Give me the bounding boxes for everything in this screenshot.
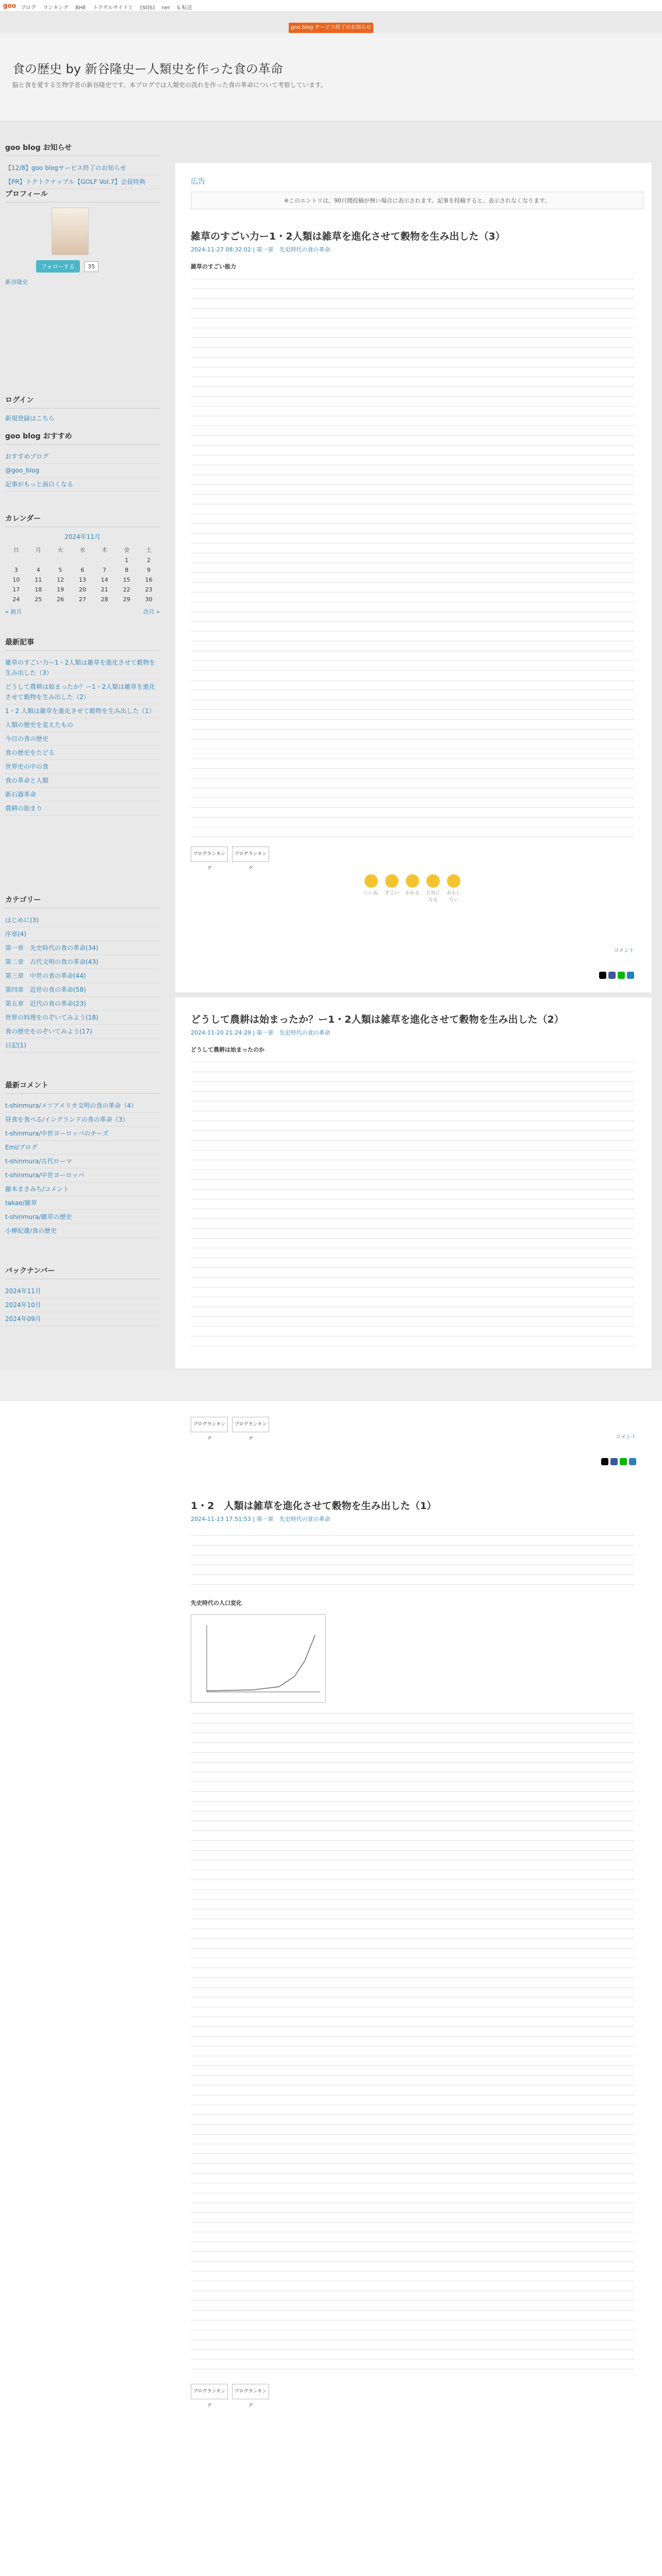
reaction-label: おもしろい (446, 891, 461, 903)
post-text-lines (191, 1709, 634, 2379)
login-section (5, 395, 160, 422)
comment-item[interactable]: 藤本まさみち/コメント (5, 1182, 160, 1196)
profile-name[interactable]: 新谷隆史 (5, 279, 28, 285)
notice-item[interactable]: 【12/8】goo blogサービス終了のお知らせ (5, 161, 160, 175)
post-text-lines (191, 1531, 634, 1593)
recent-item[interactable]: 食の歴史をたどる (5, 746, 160, 760)
top-nav (0, 0, 662, 12)
ranking-badge[interactable]: ブログランキング (191, 2384, 228, 2399)
post (191, 1499, 634, 2409)
notice-title: goo blog お知らせ (5, 142, 160, 156)
figure-graphic (191, 1615, 325, 1702)
service-end-notice-link[interactable]: goo blog サービス終了のお知らせ (289, 23, 373, 33)
reaction-label: わかる (405, 891, 420, 896)
calendar-day: 1 (125, 557, 129, 564)
hatena-share-icon[interactable] (627, 972, 634, 979)
backnumber-item[interactable]: 2024年09月 (5, 1312, 160, 1326)
section-gap (0, 1370, 662, 1401)
calendar-day: 21 (101, 586, 108, 593)
post-title[interactable]: 1・2 人類は雑草を進化させて穀物を生み出した（1） (191, 1500, 437, 1512)
post-body (191, 1045, 634, 1346)
calendar-month: 2024年11月 (64, 533, 101, 540)
blog-title[interactable]: 食の歴史 by 新谷隆史ー人類史を作った食の革命 (12, 62, 283, 76)
service-end-banner (0, 23, 662, 33)
follow-button[interactable]: フォローする (36, 260, 80, 273)
recent-item[interactable]: 1・2 人類は雑草を進化させて穀物を生み出した（1） (5, 704, 160, 718)
post-meta[interactable]: 2024-11-27 08:32:02 | 第一章 先史時代の食の革命 (191, 246, 330, 253)
calendar-head: 日 (13, 547, 19, 553)
reaction-button[interactable] (384, 874, 400, 903)
recommend-item[interactable]: 記事がもっと面白くなる (5, 478, 160, 492)
recommend-item[interactable]: @goo_blog (5, 464, 160, 478)
calendar-day: 28 (101, 596, 108, 603)
ranking-badge[interactable]: ブログランキング (232, 1417, 269, 1432)
post-subheading: どうして農耕は始まったのか (191, 1046, 264, 1053)
recommend-section (5, 431, 160, 492)
calendar-day: 24 (12, 596, 20, 603)
category-item[interactable]: 食の歴史をのぞいてみよう(17) (5, 1025, 160, 1039)
calendar-day: 4 (36, 567, 40, 573)
calendar-title: カレンダー (5, 513, 160, 527)
comment-item[interactable]: 小柳紀雄/食の歴史 (5, 1224, 160, 1238)
post-divider (175, 992, 652, 997)
comment-item[interactable]: takae/雑草 (5, 1196, 160, 1210)
ranking-badges (191, 846, 634, 871)
main-content-continued (0, 1370, 662, 2576)
calendar-day: 15 (123, 577, 130, 583)
blog-subtitle: 脳と食を愛する生物学者の新谷隆史です。本ブログでは人類史の流れを作った食の革命について考察しています。 (12, 81, 327, 89)
nav-link[interactable]: トクサルサイトと (92, 5, 134, 11)
category-title: カテゴリー (5, 894, 160, 908)
post-text-lines (191, 275, 634, 841)
calendar-day: 2 (147, 557, 151, 564)
post (191, 1013, 634, 1346)
recent-item[interactable]: 世界史の中の食 (5, 760, 160, 774)
post-subheading: 雑草のすごい能力 (191, 263, 236, 270)
profile-section (5, 189, 160, 286)
backnumber-item[interactable]: 2024年10月 (5, 1298, 160, 1312)
recent-item[interactable]: 雑草のすごい力ー1・2人類は雑草を進化させて穀物を生み出した（3） (5, 656, 160, 680)
calendar-day (27, 555, 49, 565)
reaction-button[interactable] (363, 874, 379, 903)
ranking-badge[interactable]: ブログランキング (191, 1417, 228, 1432)
backnumber-section (5, 1265, 160, 1326)
comment-item[interactable]: Emi/ブログ (5, 1141, 160, 1155)
category-item[interactable]: 第一章 先史時代の食の革命(34) (5, 941, 160, 955)
ranking-badges (191, 1417, 269, 1442)
line-share-icon[interactable] (618, 972, 625, 979)
comment-link[interactable]: コメント (614, 948, 634, 954)
calendar-day: 13 (78, 577, 86, 583)
reaction-label: すごい (385, 891, 399, 896)
comment-item[interactable]: t-shinmura/メソアメリカ文明の食の革命（4） (5, 1099, 160, 1113)
post (191, 230, 634, 954)
goo-logo[interactable]: goo (3, 2, 16, 9)
calendar-day: 25 (35, 596, 42, 603)
comment-item[interactable]: 昼食を食べる/イングランドの食の革命（3） (5, 1113, 160, 1127)
nav-link[interactable]: S 転送 (177, 5, 192, 11)
nav-link[interactable]: BHE (75, 5, 86, 11)
post-text-lines (191, 1058, 634, 1346)
calendar-day (49, 555, 72, 565)
x-share-icon[interactable] (599, 972, 606, 979)
calendar-prev-link[interactable]: « 前月 (5, 608, 22, 615)
post-title[interactable]: 雑草のすごい力ー1・2人類は雑草を進化させて穀物を生み出した（3） (191, 231, 505, 242)
reaction-button[interactable] (446, 874, 461, 903)
category-item[interactable]: 序章(4) (5, 927, 160, 941)
category-item[interactable]: はじめに(3) (5, 913, 160, 927)
hatena-share-icon[interactable] (629, 1458, 636, 1465)
calendar-day: 19 (57, 586, 64, 593)
reaction-label: いいね (364, 891, 378, 896)
ranking-badge[interactable]: ブログランキング (232, 846, 269, 862)
post-body (191, 1531, 634, 2379)
calendar-day: 22 (123, 586, 130, 593)
calendar-head: 火 (57, 547, 63, 553)
post-title[interactable]: どうして農耕は始まったか？ー1・2人類は雑草を進化させて穀物を生み出した（2） (191, 1014, 564, 1025)
calendar-head: 金 (124, 547, 130, 553)
recent-title: 最新記事 (5, 637, 160, 651)
calendar-day: 11 (35, 577, 42, 583)
category-item[interactable]: 世界の料理をのぞいてみよう(18) (5, 1011, 160, 1025)
recent-item[interactable]: 農耕の始まり (5, 802, 160, 816)
nav-link[interactable]: ブログ (21, 5, 36, 11)
backnumber-title: バックナンバー (5, 1265, 160, 1279)
x-share-icon[interactable] (601, 1458, 608, 1465)
calendar-day: 7 (103, 567, 107, 573)
calendar-day: 20 (78, 586, 86, 593)
blog-header (0, 33, 662, 121)
calendar-day: 30 (145, 596, 153, 603)
category-item[interactable]: 第四章 近世の食の革命(58) (5, 983, 160, 997)
calendar-day: 9 (147, 567, 151, 573)
calendar-day: 29 (123, 596, 130, 603)
reaction-bar (191, 874, 634, 903)
post-subheading: 先史時代の人口変化 (191, 1600, 242, 1606)
comment-item[interactable]: t-shinmura/中世ヨーロッパのチーズ (5, 1127, 160, 1141)
calendar-day: 12 (57, 577, 64, 583)
recent-item[interactable]: 今日の食の歴史 (5, 732, 160, 746)
calendar-day: 3 (14, 567, 18, 573)
facebook-share-icon[interactable] (608, 972, 616, 979)
calendar-next-link[interactable]: 次月 » (143, 608, 160, 615)
notice-item[interactable]: 【PR】トクトクナップル【GOLF Vol.7】会員特典 (5, 175, 160, 189)
comment-title: 最新コメント (5, 1080, 160, 1094)
top-nav-links (21, 3, 197, 11)
backnumber-item[interactable]: 2024年11月 (5, 1284, 160, 1298)
profile-title: プロフィール (5, 189, 160, 202)
smile-icon (365, 874, 378, 888)
recommend-item[interactable]: おすすめブログ (5, 450, 160, 464)
calendar-day (93, 555, 115, 565)
calendar-day: 26 (57, 596, 64, 603)
profile-image[interactable] (52, 208, 89, 255)
calendar-day: 18 (35, 586, 42, 593)
comment-item[interactable]: t-shinmura/雑草の歴史 (5, 1210, 160, 1224)
reaction-button[interactable] (425, 874, 441, 903)
follow-count: 35 (84, 261, 98, 272)
calendar-day (72, 555, 94, 565)
reaction-button[interactable] (405, 874, 420, 903)
main-content (175, 163, 652, 1368)
line-share-icon[interactable] (620, 1458, 627, 1465)
smile-icon (406, 874, 419, 888)
recent-item[interactable]: 人類の歴史を変えたもの (5, 718, 160, 732)
calendar-day: 17 (12, 586, 20, 593)
population-figure (191, 1614, 326, 1703)
calendar-day: 23 (145, 586, 153, 593)
nav-link[interactable]: [SOS] (140, 5, 155, 11)
nav-link[interactable]: ner (161, 5, 170, 11)
category-item[interactable]: 日記(1) (5, 1039, 160, 1053)
calendar-table (5, 544, 160, 604)
calendar-head: 水 (79, 547, 86, 553)
calendar-day: 5 (58, 567, 62, 573)
share-buttons (599, 972, 634, 979)
ranking-badges (191, 2384, 634, 2409)
comment-item[interactable]: t-shinmura/古代ローマ (5, 1155, 160, 1168)
inactive-notice: ※このエントリは、90日間投稿が無い場合に表示されます。記事を投稿すると、表示されなくなります。 (191, 192, 643, 209)
post-meta[interactable]: 2024-11-20 21:24:29 | 第一章 先史時代の食の革命 (191, 1029, 330, 1036)
ranking-badge[interactable]: ブログランキング (191, 846, 228, 862)
category-item[interactable]: 第三章 中世の食の革命(44) (5, 969, 160, 983)
calendar-day: 27 (78, 596, 86, 603)
comment-item[interactable]: t-shinmura/中世ヨーロッパ (5, 1168, 160, 1182)
smile-icon (447, 874, 460, 888)
ranking-badge[interactable]: ブログランキング (232, 2384, 269, 2399)
smile-icon (426, 874, 440, 888)
calendar-day: 10 (12, 577, 20, 583)
recent-section (5, 637, 160, 816)
calendar-section (5, 513, 160, 616)
calendar-day: 14 (101, 577, 108, 583)
comment-section (5, 1080, 160, 1238)
calendar-day (5, 555, 27, 565)
notice-section (5, 142, 160, 189)
nav-link[interactable]: ランキング (43, 5, 69, 11)
recommend-title: goo blog おすすめ (5, 431, 160, 445)
calendar-head: 木 (102, 547, 108, 553)
reaction-label: ためになる (426, 891, 440, 903)
calendar-day: 16 (145, 577, 153, 583)
recent-item[interactable]: どうして農耕は始まったか？ー1・2人類は雑草を進化させて穀物を生み出した（2） (5, 680, 160, 704)
calendar-day: 8 (125, 567, 129, 573)
category-item[interactable]: 第二章 古代文明の食の革命(43) (5, 955, 160, 969)
comment-link[interactable]: コメント (616, 1434, 636, 1440)
post-body (191, 262, 634, 841)
smile-icon (385, 874, 399, 888)
calendar-head: 月 (35, 547, 41, 553)
category-section (5, 894, 160, 1053)
share-buttons (601, 1458, 636, 1465)
main-column (175, 1401, 652, 2576)
calendar-head: 土 (146, 547, 152, 553)
category-item[interactable]: 第五章 近代の食の革命(23) (5, 997, 160, 1011)
post-meta[interactable]: 2024-11-13 17:51:53 | 第一章 先史時代の食の革命 (191, 1516, 330, 1522)
recent-item[interactable]: 新石器革命 (5, 788, 160, 802)
calendar-day: 6 (80, 567, 85, 573)
recent-item[interactable]: 食の革命と人類 (5, 774, 160, 788)
login-title: ログイン (5, 395, 160, 409)
register-link[interactable]: 新規登録はこちら (5, 415, 55, 422)
facebook-share-icon[interactable] (610, 1458, 618, 1465)
ad-label: 広告 (191, 178, 205, 186)
